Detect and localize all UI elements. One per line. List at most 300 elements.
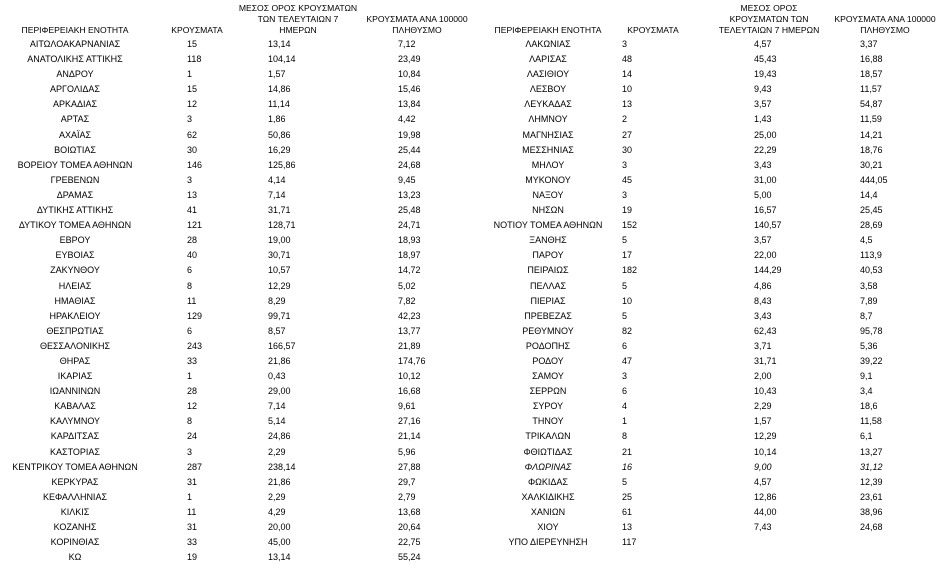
per100k-value: 30,21 (860, 159, 883, 170)
region-name: ΔΥΤΙΚΟΥ ΤΟΜΕΑ ΑΘΗΝΩΝ (18, 220, 132, 231)
left-rows (0, 37, 474, 565)
region-name: ΓΡΕΒΕΝΩΝ (50, 174, 100, 185)
region-name: ΜΑΓΝΗΣΙΑΣ (522, 129, 574, 140)
header-area: ΠΕΡΙΦΕΡΕΙΑΚΗ ΕΝΟΤΗΤΑ (494, 25, 602, 35)
cases-value: 11 (187, 506, 197, 517)
region-name: ΚΑΒΑΛΑΣ (54, 401, 96, 412)
avg7-value: 22,29 (754, 144, 777, 155)
per100k-value: 9,1 (860, 371, 873, 382)
cases-value: 2 (622, 114, 628, 125)
cases-value: 3 (622, 39, 628, 49)
region-name: ΚΕΝΤΡΙΚΟΥ ΤΟΜΕΑ ΑΘΗΝΩΝ (12, 461, 138, 472)
region-name: ΧΑΝΙΩΝ (530, 506, 566, 517)
avg7-value: 104,14 (268, 54, 296, 65)
per100k-value: 13,27 (860, 446, 883, 457)
table-row (474, 143, 946, 158)
avg7-value: 4,57 (754, 39, 772, 49)
per100k-value: 174,76 (398, 355, 426, 366)
header-per100k: ΚΡΟΥΣΜΑΤΑ ΑΝΑ 100000 ΠΛΗΘΥΣΜΟ (834, 14, 936, 35)
region-name: ΚΟΖΑΝΗΣ (53, 522, 97, 532)
avg7-value: 44,00 (754, 506, 777, 517)
region-name: ΠΑΡΟΥ (532, 250, 564, 261)
region-name: ΔΡΑΜΑΣ (56, 189, 94, 200)
per100k-value: 8,7 (860, 310, 873, 321)
table-row (0, 550, 474, 565)
table-row (474, 128, 946, 143)
avg7-value: 19,43 (754, 69, 777, 80)
per100k-value: 23,61 (860, 491, 883, 502)
per100k-value: 25,48 (398, 205, 421, 216)
avg7-value: 4,29 (268, 506, 286, 517)
avg7-value: 5,14 (268, 416, 286, 427)
avg7-value: 21,86 (268, 355, 291, 366)
table-row (474, 445, 946, 460)
table-row (474, 248, 946, 263)
region-name: ΚΑΛΥΜΝΟΥ (49, 416, 101, 427)
table-row (474, 369, 946, 384)
table-row (0, 128, 474, 143)
region-name: ΡΟΔΟΠΗΣ (525, 340, 571, 351)
table-row (474, 535, 946, 550)
per100k-value: 39,22 (860, 355, 883, 366)
per100k-value: 42,23 (398, 310, 421, 321)
cases-value: 1 (187, 491, 193, 502)
region-name: ΗΛΕΙΑΣ (58, 280, 92, 291)
table-row (0, 67, 474, 82)
cases-value: 243 (187, 340, 203, 351)
per100k-value: 16,88 (860, 54, 883, 65)
table-row (474, 97, 946, 112)
cases-value: 25 (622, 491, 633, 502)
table-row (474, 475, 946, 490)
table-row (0, 414, 474, 429)
cases-value: 31 (187, 476, 198, 487)
table-row (0, 112, 474, 127)
region-name: ΚΑΡΔΙΤΣΑΣ (50, 431, 100, 442)
per100k-value: 20,64 (398, 522, 421, 532)
cases-value: 287 (187, 461, 203, 472)
region-name: ΕΒΡΟΥ (59, 235, 91, 246)
per100k-value: 7,12 (398, 39, 416, 49)
cases-value: 3 (187, 114, 193, 125)
cases-value: 6 (622, 386, 628, 397)
per100k-value: 113,9 (860, 250, 882, 261)
table-row (0, 188, 474, 203)
cases-value: 61 (622, 506, 633, 517)
cases-value: 10 (622, 295, 633, 306)
header-avg7: ΜΕΣΟΣ ΟΡΟΣ ΚΡΟΥΣΜΑΤΩΝ ΤΩΝ ΤΕΛΕΥΤΑΙΩΝ 7 ΗΜΕΡΩΝ (718, 3, 820, 35)
header-avg7: ΜΕΣΟΣ ΟΡΟΣ ΚΡΟΥΣΜΑΤΩΝ ΤΩΝ ΤΕΛΕΥΤΑΙΩΝ 7 ΗΜΕΡΩΝ (238, 3, 358, 35)
header-cases: ΚΡΟΥΣΜΑΤΑ (171, 25, 223, 35)
cases-value: 30 (187, 144, 198, 155)
per100k-value: 14,21 (860, 129, 883, 140)
table-row (0, 339, 474, 354)
header-area: ΠΕΡΙΦΕΡΕΙΑΚΗ ΕΝΟΤΗΤΑ (21, 25, 129, 35)
table-row (474, 188, 946, 203)
avg7-value: 8,57 (268, 325, 286, 336)
region-name: ΠΙΕΡΙΑΣ (530, 295, 566, 306)
per100k-value: 27,16 (398, 416, 421, 427)
cases-value: 82 (622, 325, 633, 336)
avg7-value: 50,86 (268, 129, 291, 140)
cases-value: 24 (187, 431, 198, 442)
cases-value: 10 (622, 84, 633, 95)
region-name: ΖΑΚΥΝΘΟΥ (50, 265, 100, 276)
avg7-value: 128,71 (268, 220, 296, 231)
table-row (474, 460, 946, 475)
cases-value: 41 (187, 205, 198, 216)
per100k-value: 25,45 (860, 205, 883, 216)
avg7-value: 0,43 (268, 371, 286, 382)
region-name: ΤΗΝΟΥ (532, 416, 564, 427)
region-name: ΛΗΜΝΟΥ (528, 114, 568, 125)
region-name: ΜΥΚΟΝΟΥ (525, 174, 571, 185)
region-name: ΙΩΑΝΝΙΝΩΝ (49, 386, 101, 397)
table-row (0, 233, 474, 248)
cases-value: 3 (622, 189, 628, 200)
table-row (0, 82, 474, 97)
table-row (474, 309, 946, 324)
per100k-value: 24,68 (398, 159, 421, 170)
table-row (0, 52, 474, 67)
region-name: ΜΕΣΣΗΝΙΑΣ (522, 144, 574, 155)
cases-value: 1 (622, 416, 628, 427)
cases-value: 5 (622, 280, 628, 291)
avg7-value: 4,14 (268, 174, 286, 185)
avg7-value: 7,14 (268, 401, 286, 412)
per100k-value: 2,79 (398, 491, 416, 502)
cases-value: 16 (622, 461, 633, 472)
table-row (474, 263, 946, 278)
per100k-value: 11,58 (860, 416, 882, 427)
region-name: ΛΑΡΙΣΑΣ (529, 54, 567, 65)
avg7-value: 8,29 (268, 295, 286, 306)
region-name: ΒΟΡΕΙΟΥ ΤΟΜΕΑ ΑΘΗΝΩΝ (17, 159, 133, 170)
avg7-value: 2,00 (754, 371, 772, 382)
table-row (474, 203, 946, 218)
per100k-value: 6,1 (860, 431, 873, 442)
avg7-value: 7,43 (754, 522, 772, 532)
region-name: ΚΩ (68, 552, 82, 563)
per100k-value: 95,78 (860, 325, 883, 336)
per100k-value: 19,98 (398, 129, 421, 140)
table-row (474, 218, 946, 233)
cases-value: 121 (187, 220, 203, 231)
per100k-value: 4,42 (398, 114, 416, 125)
table-row (474, 399, 946, 414)
cases-value: 47 (622, 355, 633, 366)
cases-value: 5 (622, 235, 628, 246)
per100k-value: 27,88 (398, 461, 421, 472)
cases-value: 152 (622, 220, 638, 231)
cases-value: 6 (187, 325, 193, 336)
region-name: ΑΙΤΩΛΟΑΚΑΡΝΑΝΙΑΣ (29, 39, 121, 49)
region-name: ΗΜΑΘΙΑΣ (54, 295, 96, 306)
region-name: ΗΡΑΚΛΕΙΟΥ (49, 310, 101, 321)
cases-value: 21 (622, 446, 633, 457)
per100k-value: 13,68 (398, 506, 421, 517)
per100k-value: 21,14 (398, 431, 421, 442)
avg7-value: 30,71 (268, 250, 291, 261)
cases-value: 182 (622, 265, 638, 276)
table-row (474, 233, 946, 248)
region-name: ΚΕΦΑΛΛΗΝΙΑΣ (42, 491, 108, 502)
table-row (474, 505, 946, 520)
per100k-value: 12,39 (860, 476, 883, 487)
avg7-value: 10,57 (268, 265, 291, 276)
per100k-value: 29,7 (398, 476, 416, 487)
region-name: ΑΡΚΑΔΙΑΣ (52, 99, 98, 110)
table-row (0, 324, 474, 339)
cases-value: 3 (187, 174, 193, 185)
per100k-value: 18,93 (398, 235, 421, 246)
region-name: ΥΠΟ ΔΙΕΡΕΥΝΗΣΗ (508, 537, 588, 548)
table-row (0, 354, 474, 369)
avg7-value: 12,86 (754, 491, 777, 502)
cases-value: 13 (622, 99, 633, 110)
table-row (0, 535, 474, 550)
cases-value: 5 (622, 476, 628, 487)
table-row (474, 324, 946, 339)
table-row (474, 429, 946, 444)
per100k-value: 16,68 (398, 386, 421, 397)
table-row (474, 490, 946, 505)
per100k-value: 4,5 (860, 235, 873, 246)
per100k-value: 3,37 (860, 39, 878, 49)
region-name: ΠΕΛΛΑΣ (529, 280, 567, 291)
per100k-value: 10,84 (398, 69, 421, 80)
table-row (0, 158, 474, 173)
per100k-value: 21,89 (398, 340, 421, 351)
table-row (474, 112, 946, 127)
region-name: ΚΕΡΚΥΡΑΣ (51, 476, 99, 487)
per100k-value: 24,68 (860, 522, 883, 532)
table-row (0, 97, 474, 112)
table-row (474, 294, 946, 309)
avg7-value: 31,71 (268, 205, 291, 216)
avg7-value: 9,00 (754, 461, 772, 472)
per100k-value: 38,96 (860, 506, 883, 517)
table-row (474, 67, 946, 82)
table-row (474, 173, 946, 188)
per100k-value: 444,05 (860, 174, 888, 185)
per100k-value: 3,4 (860, 386, 873, 397)
avg7-value: 13,14 (268, 552, 291, 563)
cases-value: 28 (187, 235, 198, 246)
header-per100k: ΚΡΟΥΣΜΑΤΑ ΑΝΑ 100000 ΠΛΗΘΥΣΜΟ (366, 14, 468, 35)
avg7-value: 9,43 (754, 84, 772, 95)
table-row (0, 369, 474, 384)
table-row (0, 399, 474, 414)
per100k-value: 18,57 (860, 69, 883, 80)
avg7-value: 1,86 (268, 114, 286, 125)
region-name: ΠΕΙΡΑΙΩΣ (527, 265, 569, 276)
cases-value: 117 (622, 537, 637, 548)
region-name: ΘΗΡΑΣ (59, 355, 91, 366)
cases-value: 3 (622, 371, 628, 382)
region-name: ΑΡΤΑΣ (60, 114, 90, 125)
region-name: ΧΑΛΚΙΔΙΚΗΣ (521, 491, 575, 502)
avg7-value: 1,57 (268, 69, 286, 80)
per100k-value: 7,89 (860, 295, 878, 306)
cases-value: 129 (187, 310, 203, 321)
region-name: ΣΥΡΟΥ (532, 401, 564, 412)
table-row (0, 218, 474, 233)
per100k-value: 18,76 (860, 144, 883, 155)
cases-value: 12 (187, 401, 198, 412)
avg7-value: 4,86 (754, 280, 772, 291)
avg7-value: 140,57 (754, 220, 782, 231)
cases-value: 146 (187, 159, 203, 170)
per100k-value: 13,84 (398, 99, 421, 110)
per100k-value: 9,45 (398, 174, 416, 185)
table-row (0, 445, 474, 460)
region-name: ΡΟΔΟΥ (532, 355, 564, 366)
per100k-value: 28,69 (860, 220, 883, 231)
table-row (474, 414, 946, 429)
header-cases: ΚΡΟΥΣΜΑΤΑ (627, 25, 679, 35)
region-name: ΝΑΞΟΥ (532, 189, 564, 200)
avg7-value: 24,86 (268, 431, 291, 442)
region-name: ΦΘΙΩΤΙΔΑΣ (523, 446, 573, 457)
cases-value: 14 (622, 69, 633, 80)
cases-value: 15 (187, 39, 198, 49)
per100k-value: 15,46 (398, 84, 421, 95)
avg7-value: 19,00 (268, 235, 291, 246)
table-row (0, 505, 474, 520)
region-name: ΤΡΙΚΑΛΩΝ (525, 431, 571, 442)
per100k-value: 10,12 (398, 371, 421, 382)
cases-value: 17 (622, 250, 633, 261)
avg7-value: 1,57 (754, 416, 772, 427)
avg7-value: 16,29 (268, 144, 291, 155)
cases-value: 3 (622, 159, 628, 170)
per100k-value: 55,24 (398, 552, 421, 563)
cases-value: 15 (187, 84, 198, 95)
region-name: ΕΥΒΟΙΑΣ (55, 250, 95, 261)
region-name: ΚΑΣΤΟΡΙΑΣ (50, 446, 100, 457)
region-name: ΙΚΑΡΙΑΣ (57, 371, 93, 382)
cases-value: 12 (187, 99, 198, 110)
region-name: ΑΧΑΪΑΣ (58, 129, 92, 140)
table-row (0, 143, 474, 158)
per100k-value: 18,97 (398, 250, 421, 261)
table-row (0, 460, 474, 475)
per100k-value: 3,58 (860, 280, 878, 291)
avg7-value: 3,57 (754, 235, 772, 246)
cases-value: 13 (187, 189, 198, 200)
avg7-value: 13,14 (268, 39, 291, 49)
table-row (0, 475, 474, 490)
per100k-value: 11,59 (860, 114, 882, 125)
cases-value: 33 (187, 537, 198, 548)
region-name: ΣΕΡΡΩΝ (529, 386, 567, 397)
avg7-value: 16,57 (754, 205, 777, 216)
cases-value: 45 (622, 174, 633, 185)
per100k-value: 23,49 (398, 54, 421, 65)
table-row (474, 354, 946, 369)
avg7-value: 5,00 (754, 189, 772, 200)
cases-value: 6 (187, 265, 193, 276)
avg7-value: 12,29 (754, 431, 777, 442)
region-name: ΛΕΣΒΟΥ (529, 84, 567, 95)
region-name: ΧΙΟΥ (537, 522, 559, 532)
avg7-value: 29,00 (268, 386, 291, 397)
per100k-value: 7,82 (398, 295, 416, 306)
cases-value: 40 (187, 250, 198, 261)
region-name: ΑΡΓΟΛΙΔΑΣ (50, 84, 100, 95)
avg7-value: 2,29 (268, 446, 286, 457)
cases-value: 13 (622, 522, 633, 532)
avg7-value: 31,71 (754, 355, 777, 366)
per100k-value: 18,6 (860, 401, 878, 412)
region-name: ΔΥΤΙΚΗΣ ΑΤΤΙΚΗΣ (36, 205, 114, 216)
avg7-value: 99,71 (268, 310, 291, 321)
cases-value: 1 (187, 371, 193, 382)
region-name: ΣΑΜΟΥ (532, 371, 564, 382)
per100k-value: 5,96 (398, 446, 416, 457)
cases-value: 5 (622, 310, 628, 321)
avg7-value: 31,00 (754, 174, 777, 185)
table-row (474, 82, 946, 97)
avg7-value: 125,86 (268, 159, 296, 170)
avg7-value: 22,00 (754, 250, 777, 261)
table-row (0, 173, 474, 188)
table-row (474, 52, 946, 67)
cases-value: 8 (187, 280, 193, 291)
table-row (0, 384, 474, 399)
per100k-value: 14,72 (398, 265, 421, 276)
avg7-value: 4,57 (754, 476, 772, 487)
avg7-value: 45,00 (268, 537, 291, 548)
table-row (474, 279, 946, 294)
per100k-value: 9,61 (398, 401, 416, 412)
cases-value: 31 (187, 522, 198, 532)
avg7-value: 3,43 (754, 310, 772, 321)
region-name: ΛΑΣΙΘΙΟΥ (526, 69, 570, 80)
avg7-value: 10,14 (754, 446, 777, 457)
region-name: ΒΟΙΩΤΙΑΣ (54, 144, 96, 155)
cases-value: 19 (187, 552, 198, 563)
avg7-value: 3,57 (754, 99, 772, 110)
avg7-value: 14,86 (268, 84, 291, 95)
per100k-value: 13,23 (398, 189, 421, 200)
avg7-value: 7,14 (268, 189, 286, 200)
cases-value: 62 (187, 129, 198, 140)
avg7-value: 62,43 (754, 325, 777, 336)
avg7-value: 2,29 (754, 401, 772, 412)
table-row (0, 490, 474, 505)
right-rows (474, 37, 946, 550)
table-row (474, 520, 946, 535)
cases-value: 3 (187, 446, 193, 457)
region-name: ΑΝΔΡΟΥ (56, 69, 94, 80)
avg7-value: 3,43 (754, 159, 772, 170)
cases-value: 8 (187, 416, 193, 427)
cases-value: 30 (622, 144, 633, 155)
per100k-value: 22,75 (398, 537, 421, 548)
avg7-value: 10,43 (754, 386, 777, 397)
per100k-value: 40,53 (860, 265, 883, 276)
table-row (0, 263, 474, 278)
table-row (0, 37, 474, 52)
avg7-value: 20,00 (268, 522, 291, 532)
cases-value: 33 (187, 355, 198, 366)
per100k-value: 54,87 (860, 99, 883, 110)
table-row (0, 309, 474, 324)
table-row (0, 294, 474, 309)
table-row (474, 158, 946, 173)
